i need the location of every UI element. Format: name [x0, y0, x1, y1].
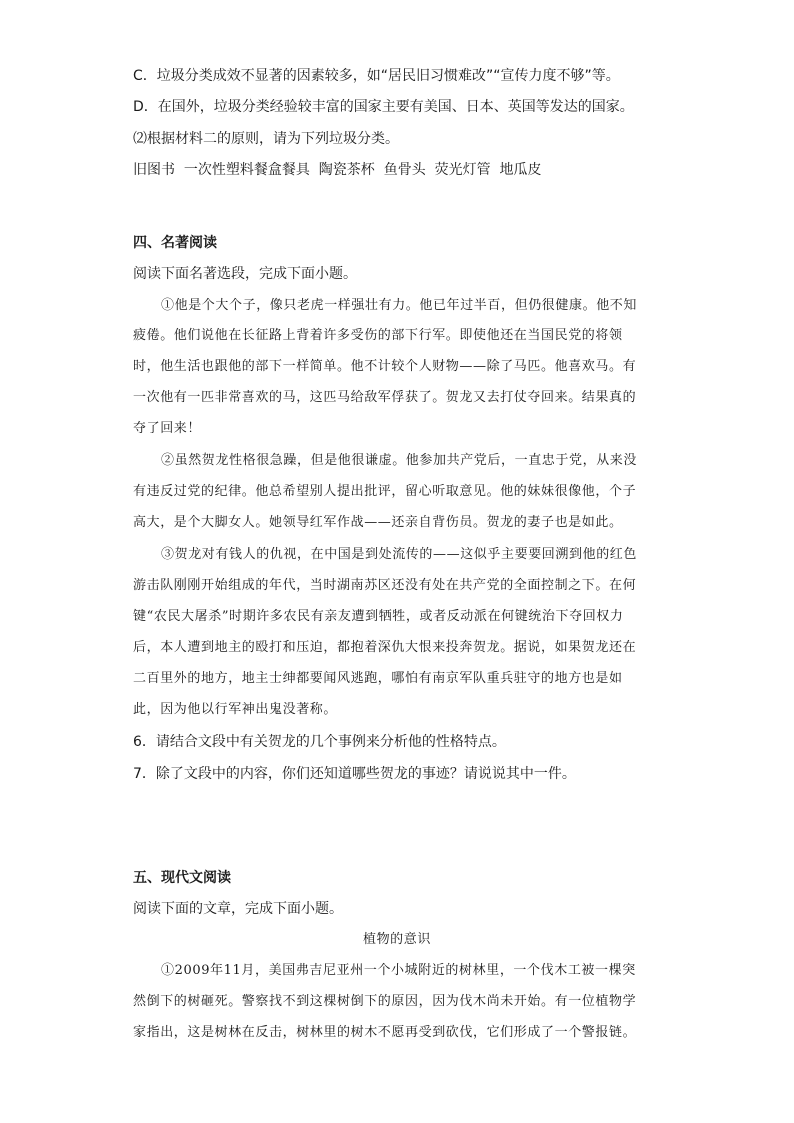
option-d: D．在国外，垃圾分类经验较丰富的国家主要有美国、日本、英国等发达的国家。 [133, 99, 634, 115]
passage-line: 时，他生活也跟他的部下一样简单。他不计较个人财物——除了马匹。他喜欢马。有 [133, 359, 637, 374]
question-2: ⑵根据材料二的原则，请为下列垃圾分类。 [133, 131, 399, 147]
section-heading-5: 五、现代文阅读 [133, 870, 231, 886]
passage-line: ①2009年11月，美国弗吉尼亚州一个小城附近的树林里，一个伐木工被一棵突 [161, 963, 636, 978]
passage-line: ①他是个大个子，像只老虎一样强壮有力。他已年过半百，但仍很健康。他不知 [161, 298, 638, 313]
passage-line: 后，本人遭到地主的殴打和压迫，都抱着深仇大恨来投奔贺龙。据说，如果贺龙还在 [133, 640, 637, 655]
passage-line: 有违反过党的纪律。他总希望别人提出批评，留心听取意见。他的妹妹很像他，个子 [133, 484, 637, 499]
section-intro-5: 阅读下面的文章，完成下面小题。 [133, 901, 343, 917]
waste-items: 旧图书 一次性塑料餐盒餐具 陶瓷茶杯 鱼骨头 荧光灯管 地瓜皮 [133, 162, 542, 178]
passage-line: 疲倦。他们说他在长征路上背着许多受伤的部下行军。即使他还在当国民党的将领 [133, 328, 623, 343]
question-6: 6．请结合文段中有关贺龙的几个事例来分析他的性格特点。 [133, 734, 506, 750]
section-heading-4: 四、名著阅读 [133, 235, 217, 251]
passage-line: ②虽然贺龙性格很急躁，但是他很谦虚。他参加共产党后，一直忠于党，从来没 [161, 453, 638, 468]
option-c: C．垃圾分类成效不显著的因素较多，如“居民旧习惯难改”“宣传力度不够”等。 [133, 68, 620, 84]
section-intro-4: 阅读下面名著选段，完成下面小题。 [133, 266, 357, 282]
passage-line: 夺了回来！ [133, 421, 202, 436]
passage-line: 一次他有一匹非常喜欢的马，这匹马给敌军俘获了。贺龙又去打仗夺回来。结果真的 [133, 390, 637, 405]
passage-line: 游击队刚刚开始组成的年代，当时湖南苏区还没有处在共产党的全面控制之下。在何 [133, 578, 637, 593]
passage-line: 键“农民大屠杀”时期许多农民有亲友遭到牺牲，或者反动派在何键统治下夺回权力 [133, 609, 624, 624]
question-7: 7．除了文段中的内容，你们还知道哪些贺龙的事迹？请说说其中一件。 [133, 766, 576, 782]
passage-line: 二百里外的地方，地主士绅都要闻风逃跑，哪怕有南京军队重兵驻守的地方也是如 [133, 671, 623, 686]
passage-line: 此，因为他以行军神出鬼没著称。 [133, 702, 338, 717]
passage-line: 然倒下的树砸死。警察找不到这棵树倒下的原因，因为伐木尚未开始。有一位植物学 [133, 994, 637, 1009]
passage-line: 高大，是个大脚女人。她领导红军作战——还亲自背伤员。贺龙的妻子也是如此。 [133, 515, 623, 530]
article-title: 植物的意识 [362, 932, 431, 947]
passage-line: 家指出，这是树林在反击，树林里的树木不愿再受到砍伐，它们形成了一个警报链。 [133, 1025, 637, 1040]
passage-line: ③贺龙对有钱人的仇视，在中国是到处流传的——这似乎主要要回溯到他的红色 [161, 547, 638, 562]
